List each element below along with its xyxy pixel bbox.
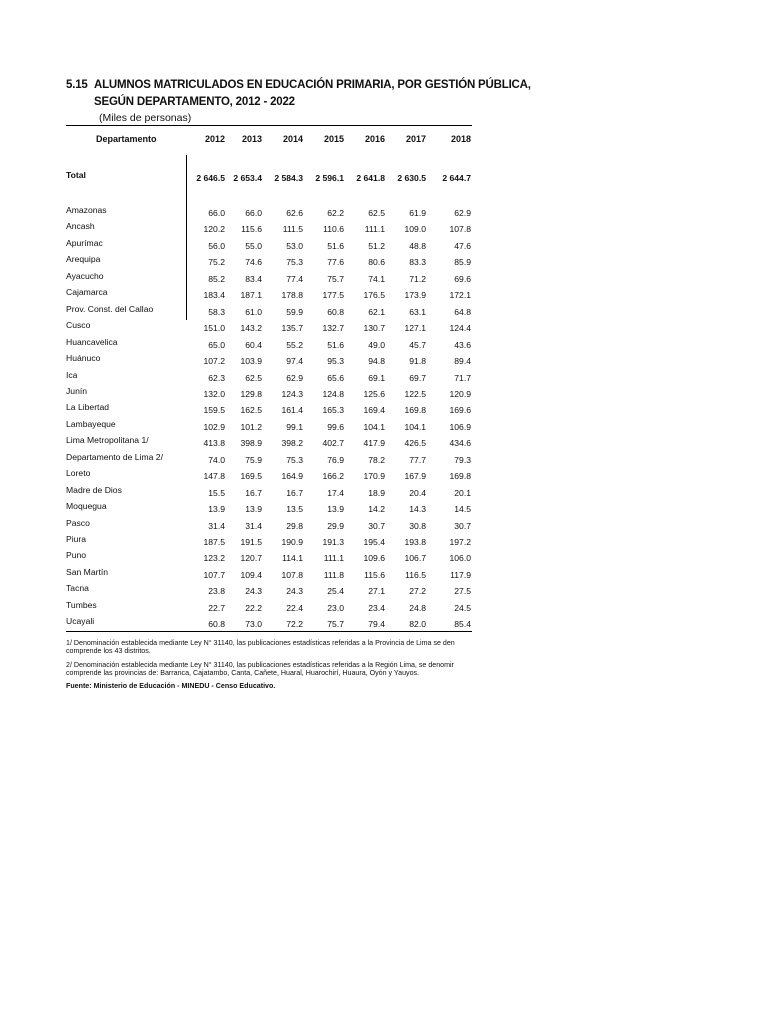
cell-value: 15.5 [208, 488, 225, 498]
cell-value: 178.8 [281, 290, 303, 300]
cell-value: 106.0 [449, 553, 471, 563]
cell-value: 62.5 [245, 373, 262, 383]
cell-value: 20.1 [454, 488, 471, 498]
cell-value: 29.8 [286, 521, 303, 531]
cell-value: 169.4 [363, 405, 385, 415]
cell-value: 66.0 [208, 208, 225, 218]
cell-value: 60.8 [327, 307, 344, 317]
table-row [66, 353, 472, 369]
cell-value: 62.5 [368, 208, 385, 218]
header-year: 2016 [364, 134, 385, 144]
cell-value: 2 596.1 [315, 173, 344, 183]
cell-value: 23.4 [368, 603, 385, 613]
footnotes [66, 639, 472, 690]
cell-value: 24.3 [286, 586, 303, 596]
cell-value: 85.4 [454, 619, 471, 629]
table-row [66, 501, 472, 517]
cell-value: 61.0 [245, 307, 262, 317]
footnote-1-line-1: 1/ Denominación establecida mediante Ley N° 31140, las publicaciones estadísticas referidas a la Provincia de Lima se den [66, 639, 455, 647]
cell-value: 77.6 [327, 257, 344, 267]
cell-value: 75.9 [245, 455, 262, 465]
cell-value: 166.2 [322, 471, 344, 481]
table-number: 5.15 [66, 79, 88, 91]
table-row [66, 616, 472, 632]
cell-value: 22.2 [245, 603, 262, 613]
table-row [66, 221, 472, 237]
cell-value: 13.5 [286, 504, 303, 514]
row-label: Madre de Dios [66, 485, 122, 495]
cell-value: 14.3 [409, 504, 426, 514]
cell-value: 18.9 [368, 488, 385, 498]
cell-value: 190.9 [281, 537, 303, 547]
row-label: Loreto [66, 468, 91, 478]
cell-value: 77.4 [286, 274, 303, 284]
cell-value: 165.3 [322, 405, 344, 415]
cell-value: 130.7 [363, 323, 385, 333]
cell-value: 102.9 [203, 422, 225, 432]
cell-value: 164.9 [281, 471, 303, 481]
cell-value: 43.6 [454, 340, 471, 350]
table-row [66, 567, 472, 583]
cell-value: 2 641.8 [356, 173, 385, 183]
footnote-1 [66, 639, 472, 656]
row-label: Moquegua [66, 501, 107, 511]
cell-value: 107.8 [449, 224, 471, 234]
cell-value: 2 630.5 [397, 173, 426, 183]
source-note: Fuente: Ministerio de Educación - MINEDU - Censo Educativo. [66, 682, 276, 691]
footnote-2 [66, 661, 472, 678]
cell-value: 80.6 [368, 257, 385, 267]
cell-value: 104.1 [404, 422, 426, 432]
cell-value: 197.2 [449, 537, 471, 547]
cell-value: 27.2 [409, 586, 426, 596]
cell-value: 169.5 [240, 471, 262, 481]
cell-value: 65.0 [208, 340, 225, 350]
cell-value: 75.3 [286, 455, 303, 465]
table-units: (Miles de personas) [99, 112, 192, 124]
cell-value: 398.2 [281, 438, 303, 448]
cell-value: 124.3 [281, 389, 303, 399]
cell-value: 107.2 [203, 356, 225, 366]
table-row [66, 435, 472, 451]
cell-value: 25.4 [327, 586, 344, 596]
row-label: Apurímac [66, 238, 103, 248]
cell-value: 62.3 [208, 373, 225, 383]
cell-value: 2 584.3 [274, 173, 303, 183]
cell-value: 30.7 [368, 521, 385, 531]
table-top-rule [66, 125, 472, 126]
cell-value: 97.4 [286, 356, 303, 366]
cell-value: 30.8 [409, 521, 426, 531]
cell-value: 122.5 [404, 389, 426, 399]
footnote-2-line-2: comprende las provincias de: Barranca, Cajatambo, Canta, Cañete, Huaral, Huarochirí, Huaura, Oyón y Yauyos. [66, 668, 420, 677]
cell-value: 107.8 [281, 570, 303, 580]
total-row [66, 170, 472, 186]
cell-value: 64.8 [454, 307, 471, 317]
row-label: Amazonas [66, 205, 107, 215]
cell-value: 187.5 [203, 537, 225, 547]
cell-value: 14.2 [368, 504, 385, 514]
cell-value: 193.8 [404, 537, 426, 547]
row-label: Prov. Const. del Callao [66, 304, 154, 314]
cell-value: 129.8 [240, 389, 262, 399]
cell-value: 95.3 [327, 356, 344, 366]
table-row [66, 386, 472, 402]
cell-value: 2 646.5 [196, 173, 225, 183]
cell-value: 60.8 [208, 619, 225, 629]
cell-value: 170.9 [363, 471, 385, 481]
cell-value: 107.7 [203, 570, 225, 580]
cell-value: 99.1 [286, 422, 303, 432]
cell-value: 51.2 [368, 241, 385, 251]
table-row [66, 337, 472, 353]
cell-value: 169.8 [449, 471, 471, 481]
row-label: Total [66, 170, 86, 180]
cell-value: 74.6 [245, 257, 262, 267]
cell-value: 48.8 [409, 241, 426, 251]
row-label: Piura [66, 534, 87, 544]
cell-value: 78.2 [368, 455, 385, 465]
cell-value: 99.6 [327, 422, 344, 432]
cell-value: 2 644.7 [442, 173, 471, 183]
header-year: 2017 [405, 134, 426, 144]
row-label: Huancavelica [66, 337, 118, 347]
table-bottom-rule [66, 631, 472, 632]
cell-value: 30.7 [454, 521, 471, 531]
cell-value: 16.7 [286, 488, 303, 498]
cell-value: 61.9 [409, 208, 426, 218]
cell-value: 109.0 [404, 224, 426, 234]
enrollment-table [66, 125, 472, 632]
cell-value: 72.2 [286, 619, 303, 629]
cell-value: 101.2 [240, 422, 262, 432]
cell-value: 65.6 [327, 373, 344, 383]
cell-value: 82.0 [409, 619, 426, 629]
cell-value: 434.6 [449, 438, 471, 448]
cell-value: 111.5 [282, 224, 303, 234]
table-row [66, 518, 472, 534]
header-year: 2018 [450, 134, 471, 144]
cell-value: 71.7 [454, 373, 471, 383]
cell-value: 132.0 [203, 389, 225, 399]
table-row [66, 254, 472, 270]
cell-value: 22.4 [286, 603, 303, 613]
cell-value: 89.4 [454, 356, 471, 366]
row-label: La Libertad [66, 402, 110, 412]
cell-value: 27.5 [454, 586, 471, 596]
cell-value: 20.4 [409, 488, 426, 498]
table-title-line-1 [66, 77, 531, 94]
cell-value: 176.5 [363, 290, 385, 300]
row-label: Puno [66, 550, 87, 560]
cell-value: 53.0 [286, 241, 303, 251]
cell-value: 151.0 [203, 323, 225, 333]
cell-value: 169.8 [404, 405, 426, 415]
cell-value: 173.9 [404, 290, 426, 300]
cell-value: 169.6 [449, 405, 471, 415]
cell-value: 47.6 [454, 241, 471, 251]
row-label: Ucayali [66, 616, 95, 626]
row-label: San Martín [66, 567, 109, 577]
cell-value: 55.0 [245, 241, 262, 251]
table-row [66, 550, 472, 566]
table-title-line-2: SEGÚN DEPARTAMENTO, 2012 - 2022 [94, 96, 295, 108]
cell-value: 83.3 [409, 257, 426, 267]
footnote-2-line-1: 2/ Denominación establecida mediante Ley N° 31140, las publicaciones estadísticas referidas a la Región Lima, se denomir [66, 660, 454, 669]
cell-value: 14.5 [454, 504, 471, 514]
cell-value: 110.6 [323, 224, 344, 234]
cell-value: 124.4 [449, 323, 471, 333]
row-label: Cusco [66, 320, 91, 330]
cell-value: 17.4 [327, 488, 344, 498]
cell-value: 60.4 [245, 340, 262, 350]
table-row [66, 468, 472, 484]
cell-value: 161.4 [281, 405, 303, 415]
row-label: Cajamarca [66, 287, 108, 297]
cell-value: 45.7 [409, 340, 426, 350]
cell-value: 124.8 [322, 389, 344, 399]
row-label: Junín [66, 386, 88, 396]
cell-value: 85.2 [208, 274, 225, 284]
cell-value: 79.4 [368, 619, 385, 629]
cell-value: 106.9 [449, 422, 471, 432]
cell-value: 55.2 [286, 340, 303, 350]
header-year: 2014 [282, 134, 303, 144]
table-row [66, 238, 472, 254]
cell-value: 66.0 [245, 208, 262, 218]
cell-value: 23.0 [327, 603, 344, 613]
cell-value: 77.7 [409, 455, 426, 465]
cell-value: 111.1 [323, 553, 344, 563]
cell-value: 13.9 [245, 504, 262, 514]
cell-value: 147.8 [203, 471, 225, 481]
cell-value: 2 653.4 [233, 173, 262, 183]
cell-value: 143.2 [240, 323, 262, 333]
cell-value: 127.1 [404, 323, 426, 333]
row-label: Huánuco [66, 353, 101, 363]
cell-value: 29.9 [327, 521, 344, 531]
cell-value: 69.7 [409, 373, 426, 383]
cell-value: 398.9 [240, 438, 262, 448]
header-department: Departamento [96, 134, 157, 144]
cell-value: 123.2 [203, 553, 225, 563]
table-row [66, 287, 472, 303]
cell-value: 22.7 [208, 603, 225, 613]
cell-value: 69.1 [368, 373, 385, 383]
cell-value: 62.6 [286, 208, 303, 218]
cell-value: 162.5 [240, 405, 262, 415]
cell-value: 16.7 [245, 488, 262, 498]
cell-value: 59.9 [286, 307, 303, 317]
cell-value: 104.1 [363, 422, 385, 432]
table-row [66, 485, 472, 501]
cell-value: 13.9 [208, 504, 225, 514]
cell-value: 74.1 [368, 274, 385, 284]
table-row [66, 370, 472, 386]
row-label: Ancash [66, 221, 95, 231]
row-label: Tumbes [66, 600, 97, 610]
cell-value: 62.9 [454, 208, 471, 218]
table-row [66, 534, 472, 550]
cell-value: 71.2 [409, 274, 426, 284]
cell-value: 31.4 [208, 521, 225, 531]
table-row [66, 452, 472, 468]
cell-value: 74.0 [208, 455, 225, 465]
cell-value: 62.9 [286, 373, 303, 383]
cell-value: 73.0 [245, 619, 262, 629]
cell-value: 79.3 [454, 455, 471, 465]
cell-value: 177.5 [322, 290, 344, 300]
cell-value: 27.1 [368, 586, 385, 596]
cell-value: 120.9 [449, 389, 471, 399]
cell-value: 69.6 [454, 274, 471, 284]
cell-value: 24.3 [245, 586, 262, 596]
cell-value: 58.3 [208, 307, 225, 317]
cell-value: 76.9 [327, 455, 344, 465]
cell-value: 167.9 [404, 471, 426, 481]
header-year: 2012 [204, 134, 225, 144]
cell-value: 114.1 [282, 553, 303, 563]
table-row [66, 271, 472, 287]
cell-value: 426.5 [404, 438, 426, 448]
cell-value: 51.6 [327, 340, 344, 350]
cell-value: 63.1 [409, 307, 426, 317]
cell-value: 183.4 [203, 290, 225, 300]
row-label: Pasco [66, 518, 90, 528]
row-label: Arequipa [66, 254, 101, 264]
table-title-block [66, 77, 531, 125]
cell-value: 191.3 [322, 537, 344, 547]
cell-value: 135.7 [281, 323, 303, 333]
cell-value: 24.5 [454, 603, 471, 613]
cell-value: 103.9 [240, 356, 262, 366]
row-label: Ayacucho [66, 271, 104, 281]
table-row [66, 304, 472, 320]
cell-value: 49.0 [368, 340, 385, 350]
table-row [66, 583, 472, 599]
cell-value: 94.8 [368, 356, 385, 366]
cell-value: 23.8 [208, 586, 225, 596]
cell-value: 159.5 [203, 405, 225, 415]
cell-value: 109.6 [363, 553, 385, 563]
cell-value: 13.9 [327, 504, 344, 514]
cell-value: 106.7 [404, 553, 426, 563]
cell-value: 402.7 [322, 438, 344, 448]
cell-value: 51.6 [327, 241, 344, 251]
cell-value: 62.1 [368, 307, 385, 317]
cell-value: 125.6 [363, 389, 385, 399]
cell-value: 62.2 [327, 208, 344, 218]
cell-value: 115.6 [364, 570, 385, 580]
cell-value: 75.3 [286, 257, 303, 267]
cell-value: 115.6 [241, 224, 262, 234]
cell-value: 83.4 [245, 274, 262, 284]
cell-value: 24.8 [409, 603, 426, 613]
row-label: Tacna [66, 583, 89, 593]
cell-value: 116.5 [405, 570, 426, 580]
cell-value: 111.8 [323, 570, 344, 580]
table-row [66, 320, 472, 336]
cell-value: 111.1 [364, 224, 385, 234]
cell-value: 75.7 [327, 274, 344, 284]
row-label: Departamento de Lima 2/ [66, 452, 163, 462]
cell-value: 85.9 [454, 257, 471, 267]
cell-value: 172.1 [449, 290, 471, 300]
cell-value: 120.2 [203, 224, 225, 234]
row-label: Lima Metropolitana 1/ [66, 435, 149, 445]
table-row [66, 419, 472, 435]
table-row [66, 600, 472, 616]
table-title: ALUMNOS MATRICULADOS EN EDUCACIÓN PRIMARIA, POR GESTIÓN PÚBLICA, [94, 79, 531, 91]
header-year: 2015 [323, 134, 344, 144]
cell-value: 56.0 [208, 241, 225, 251]
row-label: Ica [66, 370, 78, 380]
cell-value: 132.7 [322, 323, 344, 333]
cell-value: 117.9 [450, 570, 471, 580]
cell-value: 109.4 [240, 570, 262, 580]
cell-value: 187.1 [240, 290, 262, 300]
cell-value: 417.9 [363, 438, 385, 448]
table-row [66, 205, 472, 221]
cell-value: 91.8 [409, 356, 426, 366]
table-row [66, 402, 472, 418]
footnote-1-line-2: comprende los 43 distritos. [66, 647, 151, 656]
cell-value: 75.7 [327, 619, 344, 629]
row-label: Lambayeque [66, 419, 116, 429]
cell-value: 413.8 [203, 438, 225, 448]
cell-value: 191.5 [240, 537, 262, 547]
cell-value: 75.2 [208, 257, 225, 267]
cell-value: 31.4 [245, 521, 262, 531]
cell-value: 120.7 [240, 553, 262, 563]
cell-value: 195.4 [363, 537, 385, 547]
header-year: 2013 [241, 134, 262, 144]
